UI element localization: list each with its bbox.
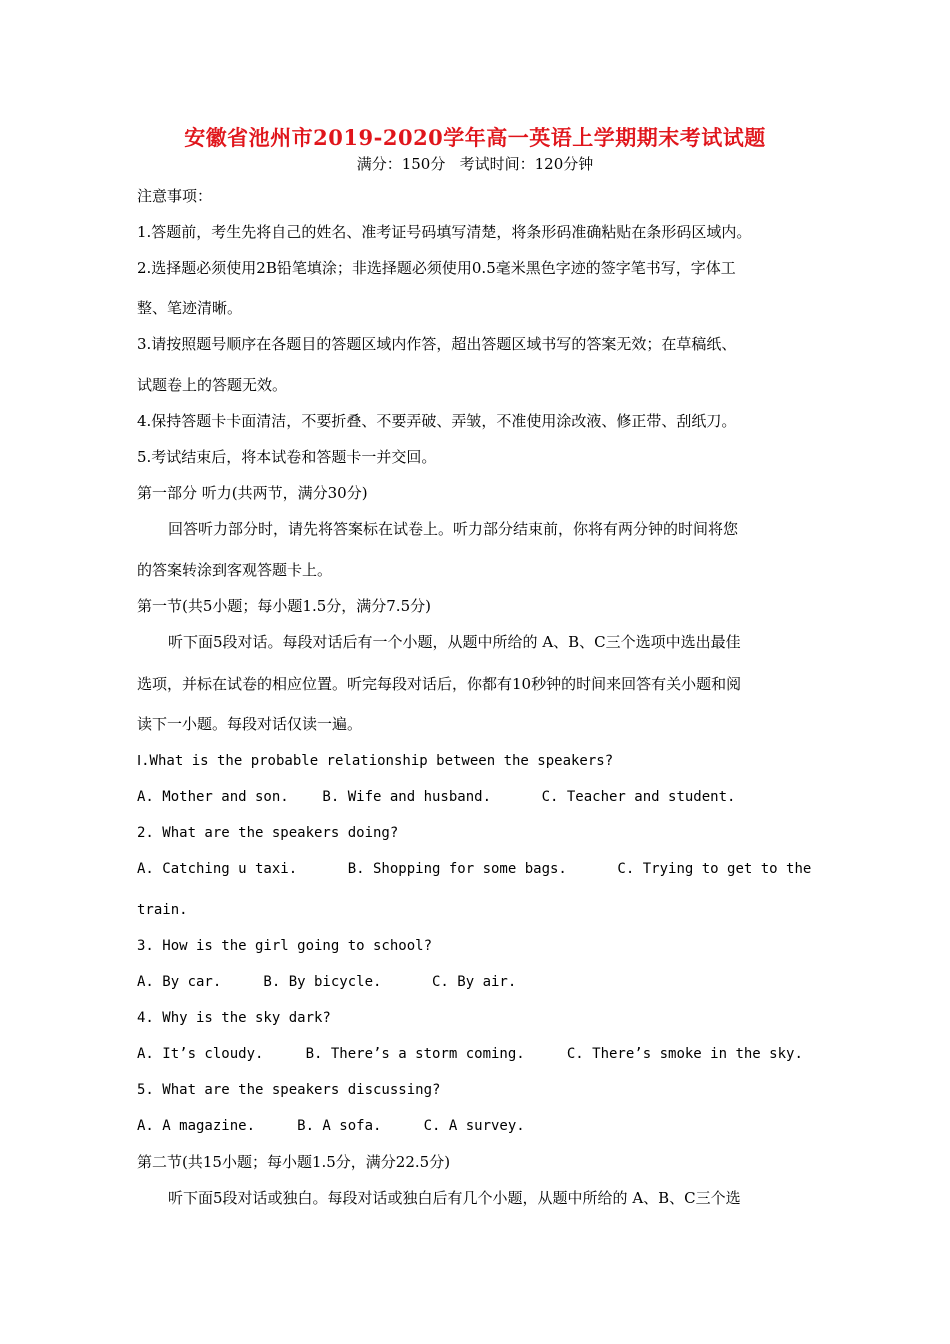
question: 4. Why is the sky dark? — [137, 1010, 331, 1026]
question: Ⅰ.What is the probable relationship between the speakers? — [137, 753, 614, 769]
notice-line: 5.考试结束后，将本试卷和答题卡一并交回。 — [137, 448, 437, 466]
notice-line: 3.请按照题号顺序在各题目的答题区域内作答，超出答题区域书写的答案无效；在草稿纸、 — [137, 335, 737, 353]
exam-info: 满分：150分 考试时间：120分钟 — [356, 155, 594, 173]
question-options: A. By car. B. By bicycle. C. By air. — [137, 974, 517, 990]
question-options: A. Catching u taxi. B. Shopping for some bags. C. Trying to get to the — [137, 861, 812, 877]
notice-line: 2.选择题必须使用2B铅笔填涂；非选择题必须使用0.5毫米黑色字迹的签字笔书写，字体工 — [137, 259, 736, 277]
notice-heading: 注意事项： — [137, 187, 213, 205]
section1-intro: 选项，并标在试卷的相应位置。听完每段对话后，你都有10秒钟的时间来回答有关小题和阅 — [137, 675, 742, 693]
page-title: 安徽省池州市2019-2020学年高一英语上学期期末考试试题 — [184, 125, 766, 150]
question: 3. How is the girl going to school? — [137, 938, 433, 954]
question-options: A. Mother and son. B. Wife and husband. C. Teacher and student. — [137, 789, 736, 805]
notice-line: 整、笔迹清晰。 — [137, 299, 243, 317]
question: 5. What are the speakers discussing? — [137, 1082, 441, 1098]
question-options: A. It’s cloudy. B. There’s a storm coming. C. There’s smoke in the sky. — [137, 1046, 803, 1062]
question: 2. What are the speakers doing? — [137, 825, 399, 841]
section1-heading: 第一节(共5小题；每小题1.5分，满分7.5分) — [137, 597, 431, 615]
section2-intro: 听下面5段对话或独白。每段对话或独白后有几个小题，从题中所给的 A、B、C三个选 — [168, 1189, 741, 1207]
part1-intro: 的答案转涂到客观答题卡上。 — [137, 561, 333, 579]
notice-line: 试题卷上的答题无效。 — [137, 376, 288, 394]
notice-line: 4.保持答题卡卡面清洁，不要折叠、不要弄破、弄皱，不准使用涂改液、修正带、刮纸刀。 — [137, 412, 737, 430]
question-options-continued: train. — [137, 902, 188, 918]
notice-line: 1.答题前，考生先将自己的姓名、准考证号码填写清楚，将条形码准确粘贴在条形码区域内。 — [137, 223, 752, 241]
section1-intro: 听下面5段对话。每段对话后有一个小题，从题中所给的 A、B、C三个选项中选出最佳 — [168, 633, 741, 651]
section1-intro: 读下一小题。每段对话仅读一遍。 — [137, 715, 363, 733]
question-options: A. A magazine. B. A sofa. C. A survey. — [137, 1118, 525, 1134]
part1-intro: 回答听力部分时，请先将答案标在试卷上。听力部分结束前，你将有两分钟的时间将您 — [168, 520, 739, 538]
section2-heading: 第二节(共15小题；每小题1.5分，满分22.5分) — [137, 1153, 451, 1171]
part1-heading: 第一部分 听力(共两节，满分30分) — [137, 484, 368, 502]
